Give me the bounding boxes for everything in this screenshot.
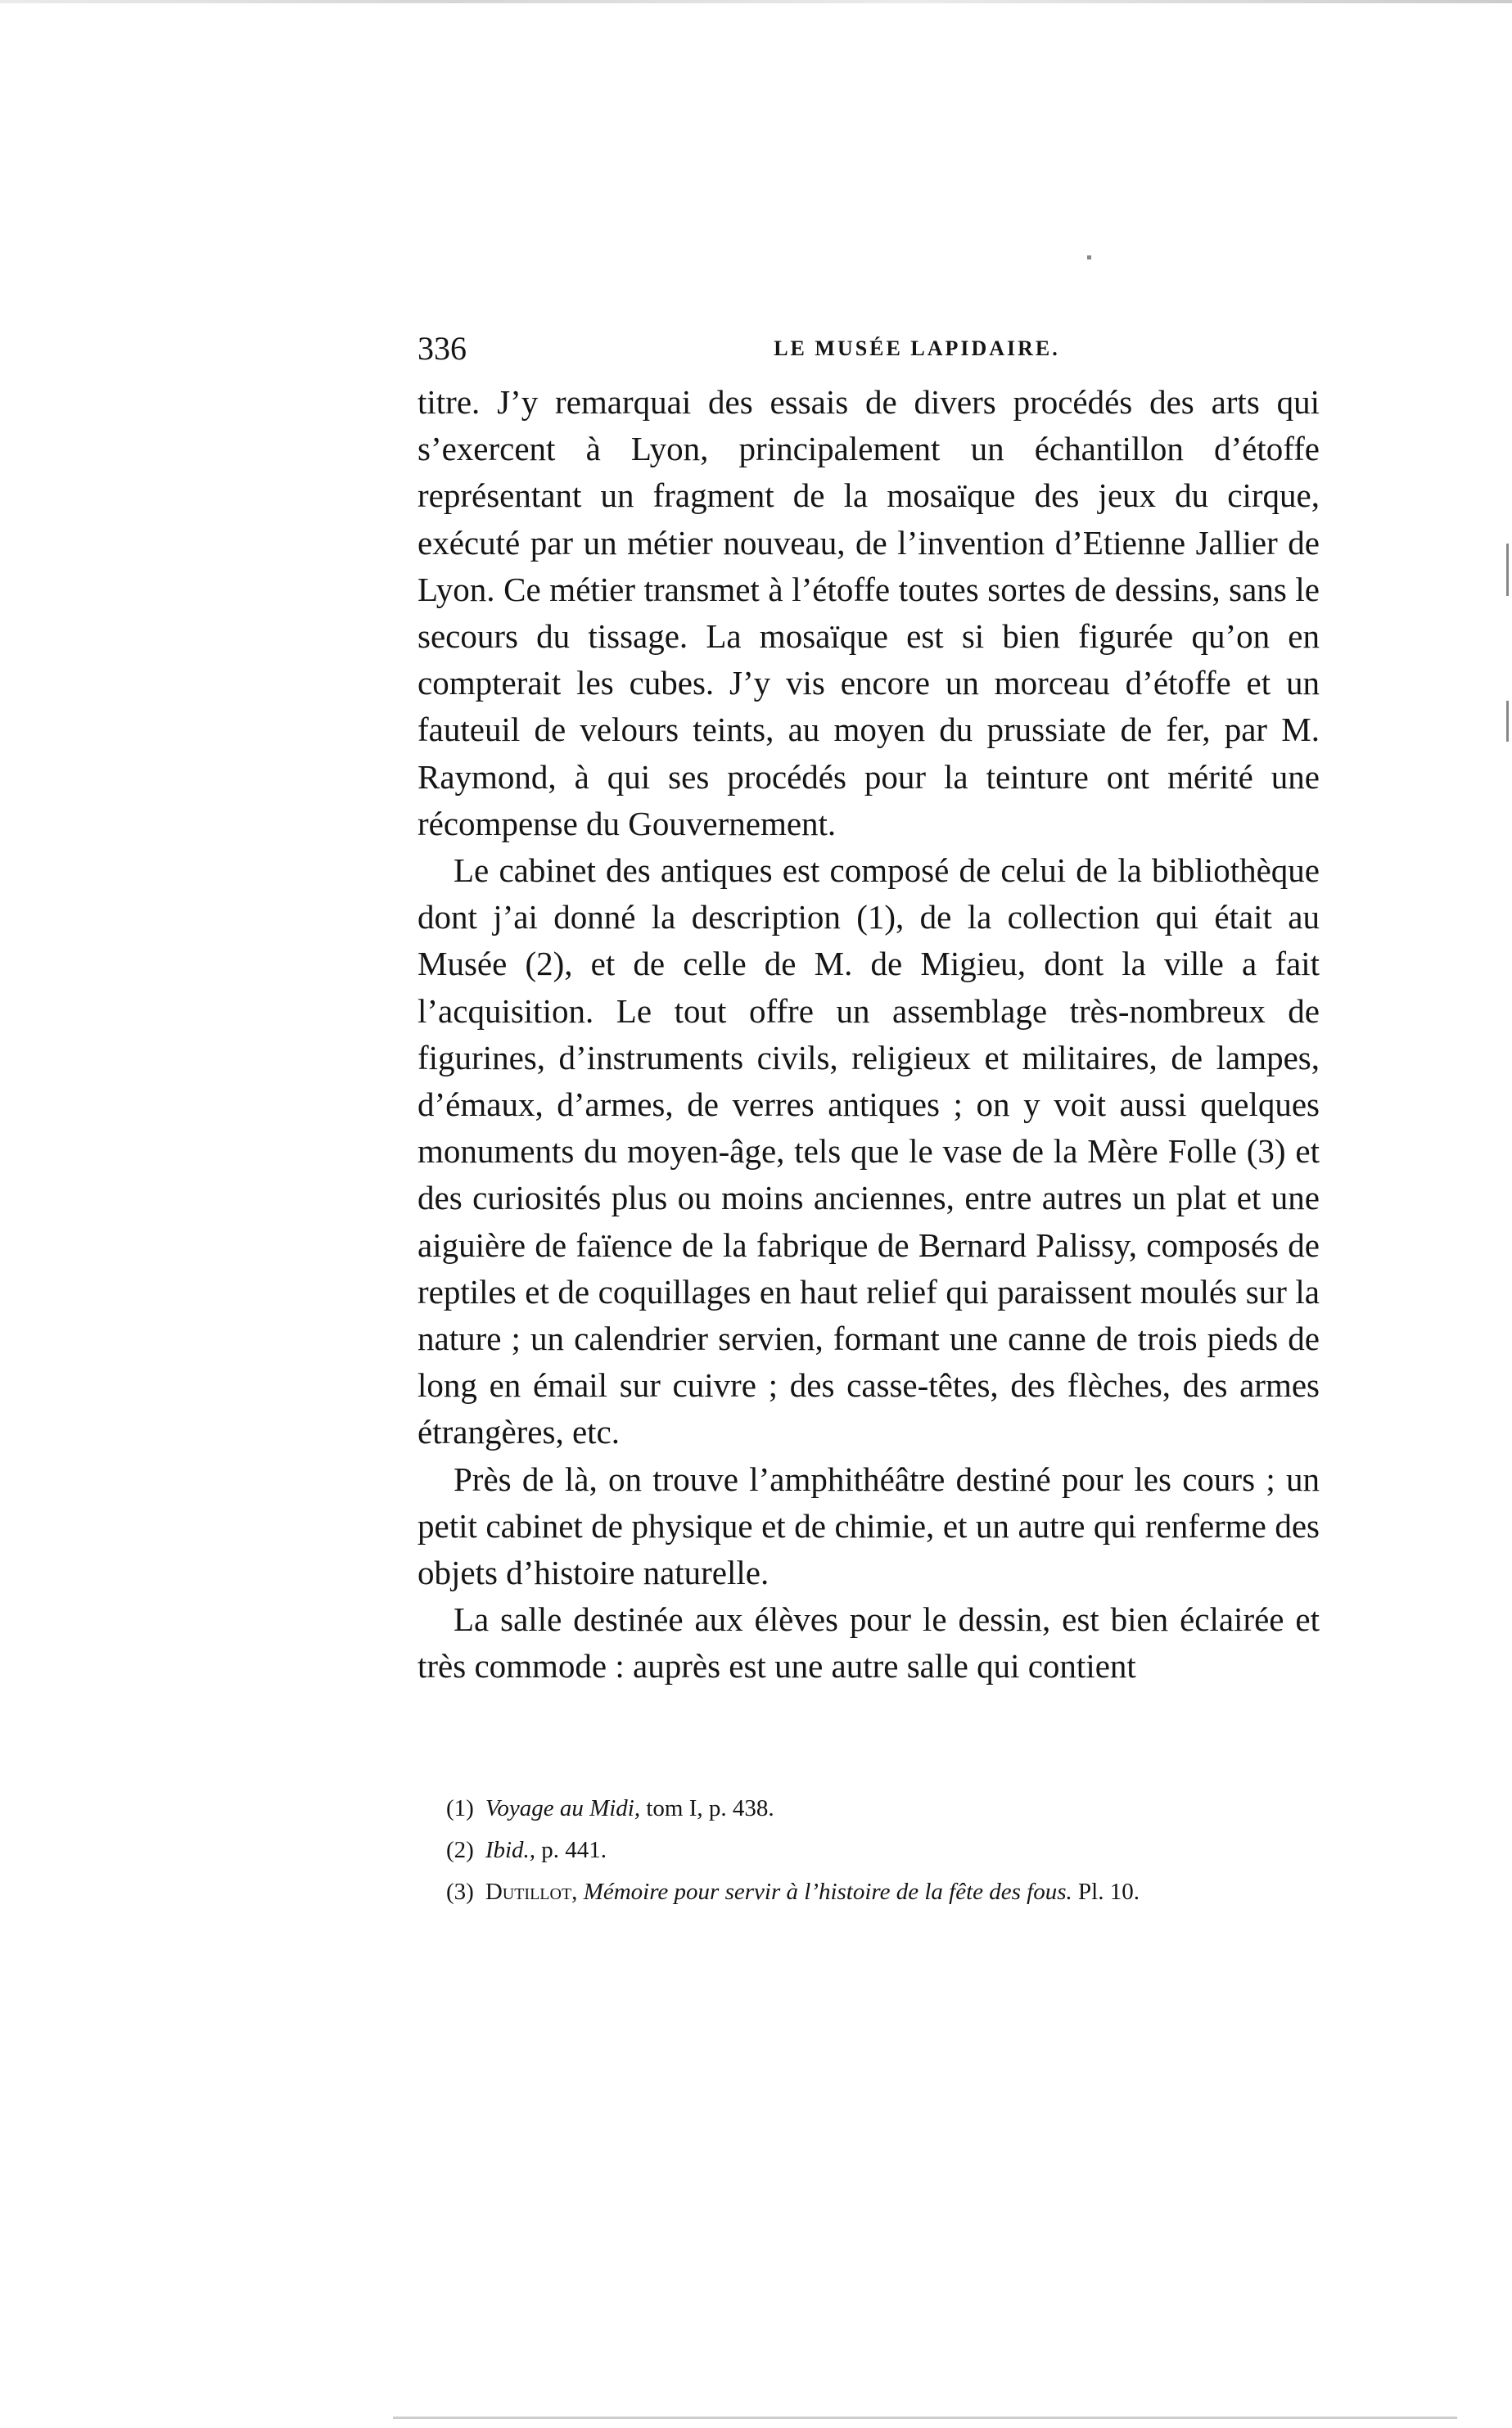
paragraph-4: La salle destinée aux élèves pour le dessin, est bien éclairée et très commode : auprès est une autre salle qui contient bbox=[417, 1600, 1320, 1686]
paragraph-1: titre. J’y remarquai des essais de divers procédés des arts qui s’exercent à Lyon, principalement un échantillon d’étoffe représentant un fragment de la mosaïque des jeux du cirque, exécuté par un métier nouveau, de l’invention d’Etienne Jallier de Lyon. Ce métier transmet à l’étoffe toutes sortes de dessins, sans le secours du tissage. La mosaïque est si bien figurée qu’on en compterait les cubes. J’y vis encore un morceau d’étoffe et un fauteuil de velours teints, au moyen du prussiate de fer, par M. Raymond, à qui ses procédés pour la teinture ont mérité une récompense du Gouvernement. bbox=[417, 383, 1320, 842]
footnotes bbox=[446, 1788, 1320, 1913]
scan-edge-top bbox=[0, 0, 1512, 3]
footnote-title: Mémoire pour servir à l’histoire de la fête des fous. bbox=[577, 1879, 1072, 1905]
scan-edge-bottom bbox=[393, 2417, 1457, 2419]
footnote-2 bbox=[446, 1830, 1320, 1871]
footnote-mark: (3) bbox=[446, 1879, 474, 1905]
scan-mark bbox=[1506, 701, 1509, 742]
scan-dot bbox=[1087, 255, 1091, 259]
footnote-mark: (1) bbox=[446, 1795, 474, 1821]
page-number: 336 bbox=[417, 330, 467, 367]
footnote-title: Voyage au Midi, bbox=[485, 1795, 641, 1821]
footnote-reference: tom I, p. 438. bbox=[640, 1795, 774, 1821]
running-title: LE MUSÉE LAPIDAIRE. bbox=[774, 336, 1060, 360]
footnote-title: Ibid., bbox=[485, 1837, 536, 1863]
footnote-mark: (2) bbox=[446, 1837, 474, 1863]
scan-mark bbox=[1506, 544, 1509, 596]
page-header bbox=[417, 324, 1320, 373]
paragraph-2: Le cabinet des antiques est composé de celui de la bibliothèque dont j’ai donné la description (1), de la collection qui était au Musée (2), et de celle de M. de Migieu, dont la ville a fait l’acquisition. Le tout offre un assemblage très-nombreux de figurines, d’instruments civils, religieux et militaires, de lampes, d’émaux, d’armes, de verres antiques ; on y voit aussi quelques monuments du moyen-âge, tels que le vase de la Mère Folle (3) et des curiosités plus ou moins anciennes, entre autres un plat et une aiguière de faïence de la fabrique de Bernard Palissy, composés de reptiles et de coquillages en haut relief qui paraissent moulés sur la nature ; un calendrier servien, formant une canne de trois pieds de long en émail sur cuivre ; des casse-têtes, des flèches, des armes étrangères, etc. bbox=[417, 851, 1320, 1451]
body-text bbox=[417, 379, 1320, 1690]
footnote-3 bbox=[446, 1871, 1320, 1913]
paragraph-3: Près de là, on trouve l’amphithéâtre destiné pour les cours ; un petit cabinet de physique et de chimie, et un autre qui renferme des objets d’histoire naturelle. bbox=[417, 1460, 1320, 1592]
footnote-1 bbox=[446, 1788, 1320, 1830]
footnote-reference: Pl. 10. bbox=[1072, 1879, 1140, 1905]
footnote-author: Dutillot, bbox=[485, 1879, 578, 1905]
footnote-reference: p. 441. bbox=[535, 1837, 607, 1863]
